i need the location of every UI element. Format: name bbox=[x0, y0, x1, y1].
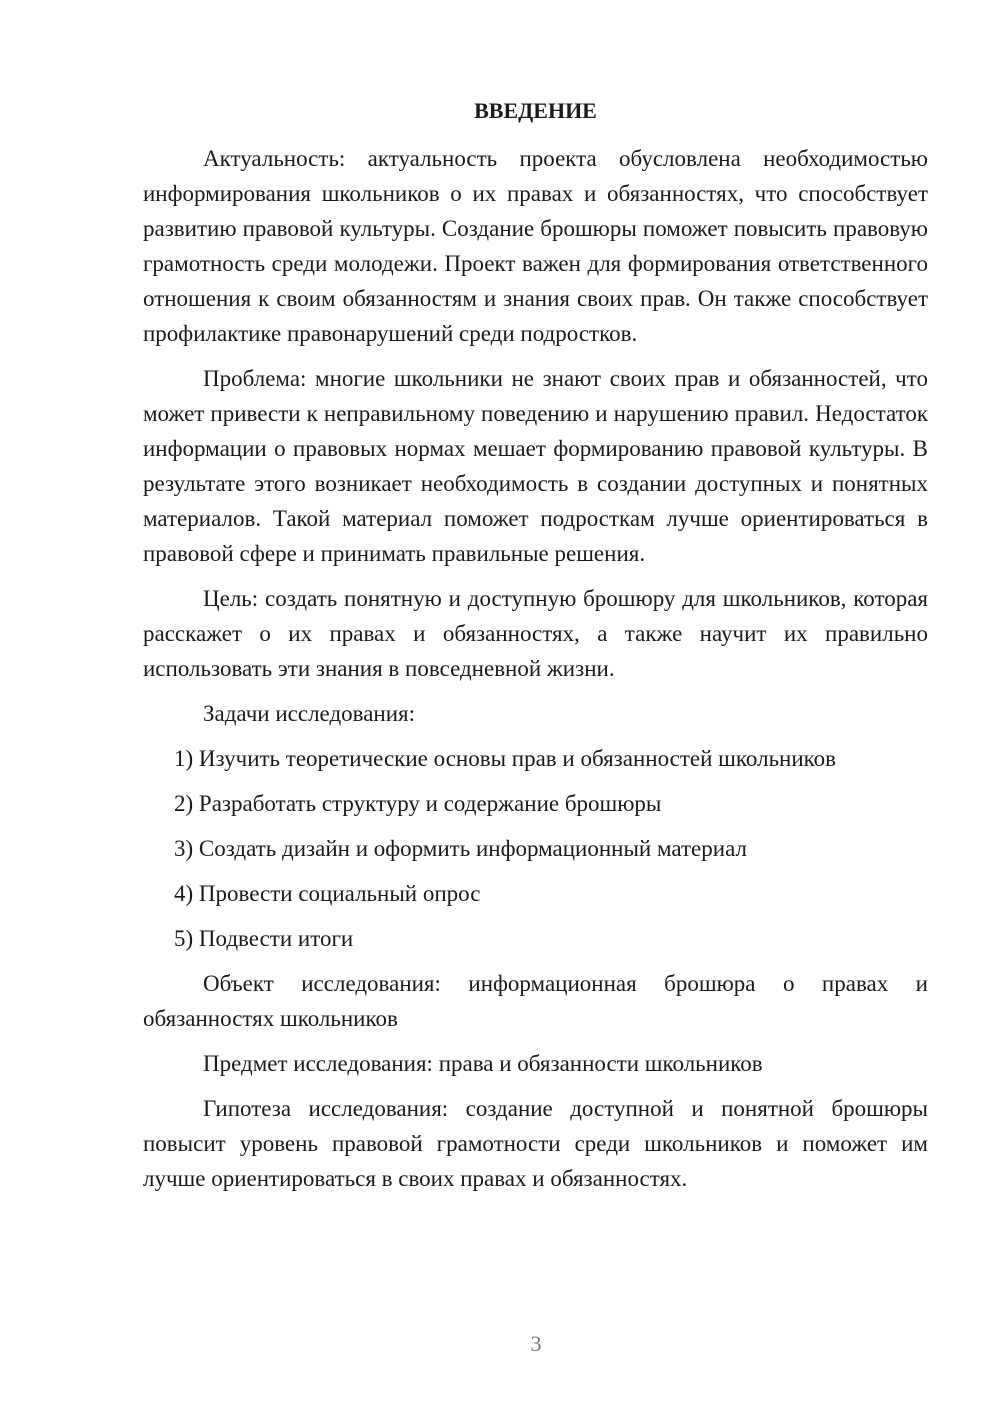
problem-paragraph: Проблема: многие школьники не знают своих прав и обязанностей, что может привести к неправильному поведению и нарушению правил. Недостаток информации о правовых нормах мешает формированию правовой культуры. В результате этого возникает необходимость в создании доступных и понятных материалов. Такой материал поможет подросткам лучше ориентироваться в правовой сфере и принимать правильные решения. bbox=[143, 366, 928, 566]
subject-paragraph: Предмет исследования: права и обязанности школьников bbox=[203, 1051, 763, 1076]
task-item: 5) Подвести итоги bbox=[174, 926, 354, 951]
task-item: 3) Создать дизайн и оформить информационный материал bbox=[174, 836, 747, 861]
document-body bbox=[143, 96, 928, 1206]
tasks-list bbox=[143, 741, 928, 956]
object-paragraph: Объект исследования: информационная брошюра о правах и обязанностях школьников bbox=[143, 971, 928, 1031]
goal-paragraph: Цель: создать понятную и доступную брошюру для школьников, которая расскажет о их правах и обязанностях, а также научит их правильно использовать эти знания в повседневной жизни. bbox=[143, 586, 928, 681]
relevance-paragraph: Актуальность: актуальность проекта обусловлена необходимостью информирования школьников о их правах и обязанностях, что способствует развитию правовой культуры. Создание брошюры поможет повысить правовую грамотность среди молодежи. Проект важен для формирования ответственного отношения к своим обязанностям и знания своих прав. Он также способствует профилактике правонарушений среди подростков. bbox=[143, 146, 928, 346]
page-number: 3 bbox=[530, 1331, 542, 1356]
task-item: 2) Разработать структуру и содержание брошюры bbox=[174, 791, 662, 816]
hypothesis-paragraph: Гипотеза исследования: создание доступной и понятной брошюры повысит уровень правовой грамотности среди школьников и поможет им лучше ориентироваться в своих правах и обязанностях. bbox=[143, 1096, 928, 1191]
task-item: 4) Провести социальный опрос bbox=[174, 881, 481, 906]
task-item: 1) Изучить теоретические основы прав и обязанностей школьников bbox=[174, 746, 837, 771]
section-heading: ВВЕДЕНИЕ bbox=[474, 98, 597, 123]
tasks-title: Задачи исследования: bbox=[203, 701, 416, 726]
